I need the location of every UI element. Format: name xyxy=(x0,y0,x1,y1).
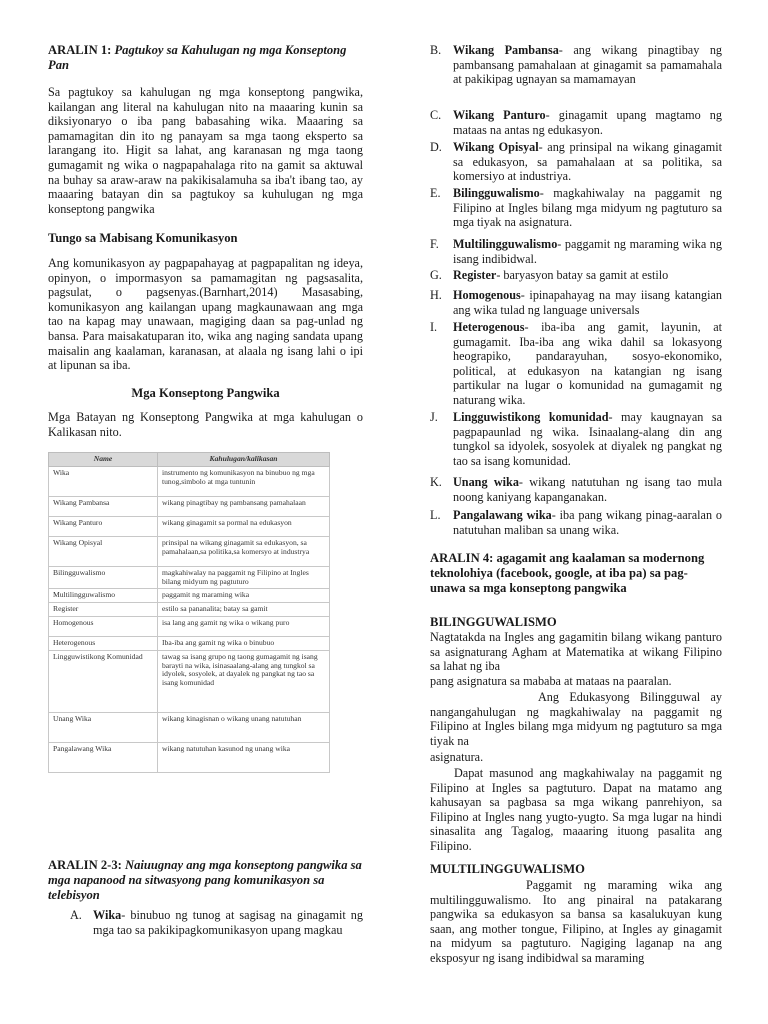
bili-paragraph-1b: pang asignatura sa mababa at mataas na paaralan. xyxy=(430,674,672,688)
list-text: - paggamit ng maraming wika ng isang indibidwal. xyxy=(453,237,722,266)
table-row xyxy=(49,603,330,617)
tungo-paragraph: Ang komunikasyon ay pagpapahayag at pagpapalitan ng ideya, opinyon, o impormasyon sa pamamagitan ng pagsasalita, pagsulat, o pagsenyas.(Barnhart,2014) Masasabing, komunikasyon ang kailangan upang magkaunawaan ang mga tao na kapag may unawaan, magiging daan sa pag-unlad ng bansa. Para maisakatuparan ito, wika ang naging sandata upang maisalin ang kaalaman, karanasan, at alaala ng isang lahi o ipi at lipunan sa iba. xyxy=(48,256,363,373)
table-cell-meaning: isa lang ang gamit ng wika o wikang puro xyxy=(158,617,330,637)
tungo-heading: Tungo sa Mabisang Komunikasyon xyxy=(48,231,238,245)
list-letter: J. xyxy=(430,410,438,424)
table-row xyxy=(49,617,330,637)
table-cell-name: Homogenous xyxy=(49,617,158,637)
list-letter: F. xyxy=(430,237,439,251)
list-body xyxy=(453,320,722,408)
list-term: Bilingguwalismo xyxy=(453,186,540,200)
list-text: - iba-iba ang gamit, layunin, at gumagamit. Iba-iba ang wika dahil sa lokasyong heograpiko, pandarayuhan, sosyo-ekonomiko, political, at edukasyon na katangian ng isang partikular na lugar o komunidad na gumagamit ng naturang wika. xyxy=(453,320,722,407)
intro-paragraph: Sa pagtukoy sa kahulugan ng mga konseptong pangwika, kailangan ang literal na kahulugan nito na maaaring kunin sa diksiyonaryo o iba pang babasahing wika. Maaaring sa pamamagitan din ito ng panayam sa mga taong eksperto sa larangang ito. Higit sa lahat, ang karanasan ng mga taong gumagamit ng wika o nagpapahalaga rito na gamit sa aktuwal na buhay sa araw-araw na pakikisalamuha sa iba't ibang tao, ay maaaring batayan din sa pagtukoy sa kuhulugan ng mga konseptong pangwika xyxy=(48,85,363,216)
table-row xyxy=(49,517,330,537)
bili-paragraph-2: Ang Edukasyong Bilingguwal ay nangangahulugan ng magkahiwalay na paggamit ng Filipino at Ingles bilang mga midyum ng pagtuturo sa mga tiyak na xyxy=(430,690,722,748)
batayan-paragraph: Mga Batayan ng Konseptong Pangwika at mga kahulugan o Kalikasan nito. xyxy=(48,410,363,439)
list-item-h xyxy=(430,288,722,317)
table-header-meaning: Kahulugan/kalikasan xyxy=(158,453,330,467)
table-cell-meaning: wikang kinagisnan o wikang unang natutuhan xyxy=(158,713,330,743)
table-cell-meaning: instrumento ng komunikasyon na binubuo ng mga tunog,simbolo at mga tuntunin xyxy=(158,467,330,497)
list-body xyxy=(453,475,722,504)
list-letter: K. xyxy=(430,475,442,489)
list-letter: A. xyxy=(70,908,82,922)
list-text: - wikang natutuhan ng isang tao mula noong kaniyang kapanganakan. xyxy=(453,475,722,504)
aralin1-label: ARALIN 1: xyxy=(48,43,112,57)
table-row xyxy=(49,567,330,589)
list-body xyxy=(453,288,722,317)
list-body xyxy=(453,410,722,468)
table-cell-meaning: prinsipal na wikang ginagamit sa edukasyon, sa pamahalaan,sa politika,sa komersyo at industrya xyxy=(158,537,330,567)
list-item-b xyxy=(430,43,722,87)
aralin23-label: ARALIN 2-3: xyxy=(48,858,122,872)
multi-paragraph-1: Paggamit ng maraming wika ang multilingguwalismo. Ito ang pinairal na patakarang pangwika sa edukasyon sa bansa sa kasalukuyan kung saan, ang mother tongue, Filipino, at Ingles ay ginagamit na midyum sa pagtuturo. Nagiging laganap na ang eksposyur ng isang indibidwal sa maraming xyxy=(430,878,722,965)
list-item-f xyxy=(430,237,722,266)
table-cell-name: Lingguwistikong Komunidad xyxy=(49,651,158,713)
table-row xyxy=(49,651,330,713)
list-letter: D. xyxy=(430,140,442,154)
list-body xyxy=(453,508,722,537)
list-letter: E. xyxy=(430,186,441,200)
table-cell-meaning: tawag sa isang grupo ng taong gumagamit ng isang barayti na wika, isinasaalang-alang ang tungkol sa idyolek, sosyolek, at dayalek ng pangkat ng tao sa isang komunidad xyxy=(158,651,330,713)
list-item-i xyxy=(430,320,722,408)
list-item-j xyxy=(430,410,722,468)
table-header-row xyxy=(49,453,330,467)
table-cell-name: Wikang Pambansa xyxy=(49,497,158,517)
list-text: - iba pang wikang pinag-aaralan o natutuhan maliban sa unang wika. xyxy=(453,508,723,537)
list-term: Homogenous xyxy=(453,288,521,302)
table-row xyxy=(49,637,330,651)
table-cell-meaning: Iba-iba ang gamit ng wika o binubuo xyxy=(158,637,330,651)
bili-paragraph-2b: asignatura. xyxy=(430,750,484,764)
aralin23-title: Naiuugnay ang mga konseptong pangwika sa mga napanood na sitwasyong pang komunikasyon sa telebisyon xyxy=(48,858,362,902)
table-cell-meaning: magkahiwalay na paggamit ng Filipino at Ingles bilang midyum ng pagtuturo xyxy=(158,567,330,589)
table-cell-name: Wika xyxy=(49,467,158,497)
table-body xyxy=(49,467,330,773)
list-letter: B. xyxy=(430,43,442,57)
list-text: - ginagamit upang magtamo ng mataas na antas ng edukasyon. xyxy=(453,108,722,137)
table-cell-name: Pangalawang Wika xyxy=(49,743,158,773)
list-text: - binubuo ng tunog at sagisag na ginagamit ng mga tao sa pakikipagkomunikasyon upang magkau xyxy=(93,908,363,937)
list-term: Lingguwistikong komunidad xyxy=(453,410,609,424)
list-item-e xyxy=(430,186,722,230)
list-letter: G. xyxy=(430,268,442,282)
aralin4-heading: ARALIN 4: agagamit ang kaalaman sa modernong teknolohiya (facebook, google, at iba pa) sa pag-unawa sa mga konseptong pangwika xyxy=(430,551,705,595)
list-item-l xyxy=(430,508,722,537)
list-item-a xyxy=(48,908,363,937)
list-term: Heterogenous xyxy=(453,320,525,334)
list-text: - ang wikang pinagtibay ng pambansang pamahalaan at ginagamit sa pamamahala at pakikipag ugnayan sa mamamayan xyxy=(453,43,723,87)
list-text: - baryasyon batay sa gamit at estilo xyxy=(496,268,669,282)
table-cell-meaning: wikang pinagtibay ng pambansang pamahalaan xyxy=(158,497,330,517)
list-item-c xyxy=(430,108,722,137)
list-term: Wikang Opisyal xyxy=(453,140,539,154)
konsepto-heading: Mga Konseptong Pangwika xyxy=(131,386,280,400)
bilingguwalismo-heading: BILINGGUWALISMO xyxy=(430,615,557,629)
table-cell-name: Bilingguwalismo xyxy=(49,567,158,589)
table-cell-name: Unang Wika xyxy=(49,713,158,743)
list-item-k xyxy=(430,475,722,504)
list-item-g xyxy=(430,268,722,283)
list-body xyxy=(453,108,722,137)
aralin23-heading xyxy=(48,858,363,903)
list-body xyxy=(93,908,363,937)
list-letter: C. xyxy=(430,108,442,122)
list-letter: L. xyxy=(430,508,441,522)
table-cell-name: Multilingguwalismo xyxy=(49,589,158,603)
list-text: - ipinapahayag na may iisang katangian ang wika tulad ng language universals xyxy=(453,288,722,317)
list-item-d xyxy=(430,140,722,184)
list-body xyxy=(453,268,722,283)
table-cell-name: Wikang Panturo xyxy=(49,517,158,537)
definitions-table-wrap xyxy=(48,452,363,773)
list-body xyxy=(453,186,722,230)
aralin1-title: Pagtukoy sa Kahulugan ng mga Konseptong Pan xyxy=(48,43,347,72)
list-term: Pangalawang wika xyxy=(453,508,552,522)
definitions-table xyxy=(48,452,330,773)
list-letter: H. xyxy=(430,288,442,302)
list-text: - magkahiwalay na paggamit ng Filipino at Ingles bilang mga midyum ng pagtuturo sa mga tiyak na asignatura. xyxy=(453,186,722,230)
table-row xyxy=(49,589,330,603)
aralin1-heading xyxy=(48,43,363,73)
multilingguwalismo-heading: MULTILINGGUWALISMO xyxy=(430,862,585,876)
list-body xyxy=(453,43,722,87)
list-term: Wikang Pambansa xyxy=(453,43,559,57)
list-body xyxy=(453,140,722,184)
list-letter: I. xyxy=(430,320,438,334)
table-cell-name: Wikang Opisyal xyxy=(49,537,158,567)
table-cell-meaning: estilo sa pananalita; batay sa gamit xyxy=(158,603,330,617)
list-term: Wikang Panturo xyxy=(453,108,546,122)
table-row xyxy=(49,537,330,567)
list-term: Unang wika xyxy=(453,475,519,489)
table-row xyxy=(49,713,330,743)
table-header-name: Name xyxy=(49,453,158,467)
table-cell-name: Register xyxy=(49,603,158,617)
table-cell-meaning: wikang natutuhan kasunod ng unang wika xyxy=(158,743,330,773)
list-term: Wika xyxy=(93,908,122,922)
list-term: Multilingguwalismo xyxy=(453,237,558,251)
list-text: - ang prinsipal na wikang ginagamit sa edukasyon, sa pamahalaan at sa politika, sa komersiyo at industriya. xyxy=(453,140,722,184)
table-row xyxy=(49,497,330,517)
list-body xyxy=(453,237,722,266)
bili-paragraph-1: Nagtatakda na Ingles ang gagamitin bilang wikang panturo sa asignaturang Agham at Matematika at wikang Filipino sa lahat ng iba xyxy=(430,630,722,674)
list-term: Register xyxy=(453,268,497,282)
table-cell-name: Heterogenous xyxy=(49,637,158,651)
table-row xyxy=(49,743,330,773)
list-text: - may kaugnayan sa pagpapaunlad ng wika. Isinaalang-alang din ang tungkol sa idyolek, sosyolek at diyalek ng pangkat ng tao sa isang komunidad. xyxy=(453,410,722,468)
table-row xyxy=(49,467,330,497)
table-cell-meaning: paggamit ng maraming wika xyxy=(158,589,330,603)
bili-paragraph-3: Dapat masunod ang magkahiwalay na paggamit ng Filipino at Ingles sa pagtuturo. Dapat na matamo ang kahusayan sa pagbasa sa mga wikang panrehiyon, sa Filipino at Ingles nang yugto-yugto. Sa mga lugar na hindi sinasalita ang Tagalog, maaaring ituong pasalita ang Filipino. xyxy=(430,766,722,853)
table-cell-meaning: wikang ginagamit sa pormal na edukasyon xyxy=(158,517,330,537)
